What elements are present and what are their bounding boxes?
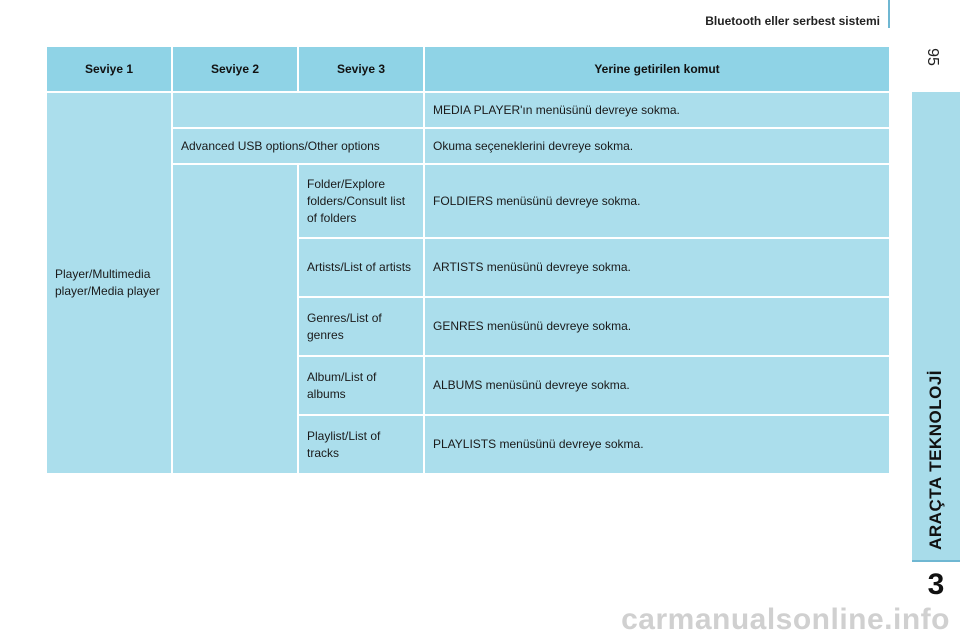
level-2-cell: Advanced USB options/Other options bbox=[172, 128, 424, 164]
chapter-title-container bbox=[912, 92, 960, 560]
header-level-3: Seviye 3 bbox=[298, 46, 424, 92]
watermark: carmanualsonline.info bbox=[621, 603, 950, 636]
level-2-span-cell bbox=[172, 164, 298, 474]
level-3-cell: Album/List of albums bbox=[298, 356, 424, 415]
table-row bbox=[46, 128, 890, 164]
chapter-title: ARAÇTA TEKNOLOJİ bbox=[926, 370, 945, 550]
level-3-cell: Playlist/List of tracks bbox=[298, 415, 424, 474]
page-number: 95 bbox=[924, 48, 941, 66]
command-cell: PLAYLISTS menüsünü devreye sokma. bbox=[424, 415, 890, 474]
header-level-2: Seviye 2 bbox=[172, 46, 298, 92]
level-3-cell: Genres/List of genres bbox=[298, 297, 424, 356]
table-row bbox=[46, 92, 890, 128]
level-1-cell: Player/Multimedia player/Media player bbox=[46, 92, 172, 474]
command-cell: ARTISTS menüsünü devreye sokma. bbox=[424, 238, 890, 297]
table-row bbox=[46, 164, 890, 238]
side-tab-divider bbox=[912, 560, 960, 562]
chapter-number: 3 bbox=[927, 568, 945, 601]
command-cell: GENRES menüsünü devreye sokma. bbox=[424, 297, 890, 356]
table-header-row bbox=[46, 46, 890, 92]
command-cell: ALBUMS menüsünü devreye sokma. bbox=[424, 356, 890, 415]
voice-command-table bbox=[45, 45, 891, 475]
header-level-1: Seviye 1 bbox=[46, 46, 172, 92]
command-cell: Okuma seçeneklerini devreye sokma. bbox=[424, 128, 890, 164]
header-divider bbox=[888, 0, 890, 28]
command-cell: MEDIA PLAYER'ın menüsünü devreye sokma. bbox=[424, 92, 890, 128]
command-cell: FOLDIERS menüsünü devreye sokma. bbox=[424, 164, 890, 238]
level-3-cell: Artists/List of artists bbox=[298, 238, 424, 297]
header-command: Yerine getirilen komut bbox=[424, 46, 890, 92]
running-header: Bluetooth eller serbest sistemi bbox=[705, 14, 880, 28]
empty-cell bbox=[172, 92, 424, 128]
level-3-cell: Folder/Explore folders/Consult list of folders bbox=[298, 164, 424, 238]
